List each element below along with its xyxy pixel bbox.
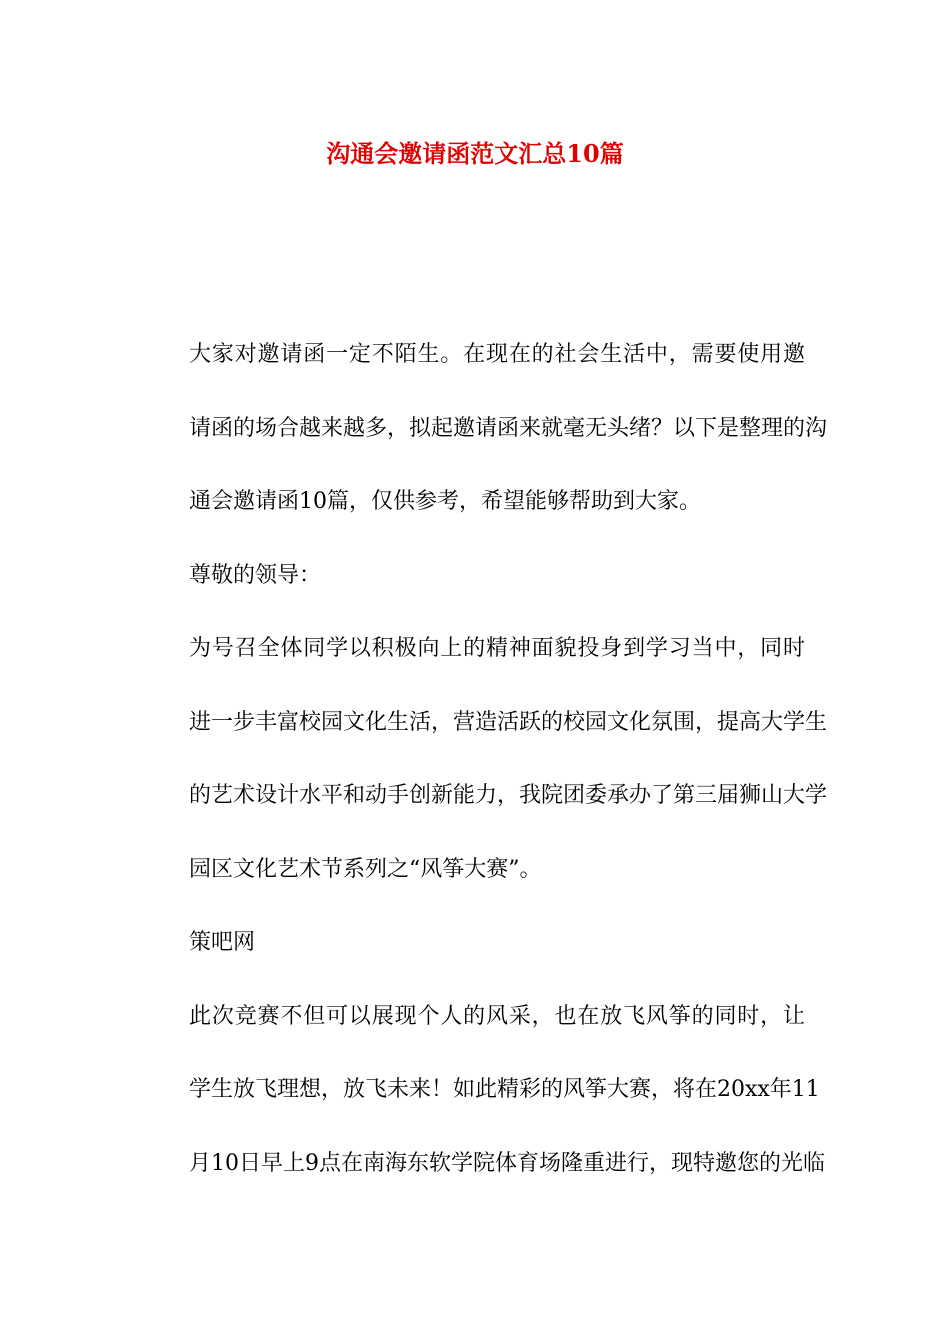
document-body [145,318,828,1200]
document-title: 沟通会邀请函范文汇总10篇 [326,139,624,168]
paragraph-line: 请函的场合越来越多，拟起邀请函来就毫无头绪？以下是整理的沟 [189,415,828,441]
paragraph-line: 的艺术设计水平和动手创新能力，我院团委承办了第三届狮山大学 [189,783,828,808]
paragraph-line: 学生放飞理想，放飞未来！如此精彩的风筝大赛，将在20xx年11 [189,1077,820,1102]
paragraph-intro [145,318,828,539]
paragraph-line: 园区文化艺术节系列之“风筝大赛”。 [189,856,542,882]
paragraph-source [145,906,805,980]
paragraph-event-details [145,980,825,1201]
paragraph-line: 通会邀请函10篇，仅供参考，希望能够帮助到大家。 [189,489,701,514]
paragraph-line: 为号召全体同学以积极向上的精神面貌投身到学习当中，同时 [189,636,805,661]
paragraph-line: 月10日早上9点在南海东软学院体育场隆重进行，现特邀您的光临 [189,1150,825,1176]
paragraph-line: 尊敬的领导： [189,562,322,588]
paragraph-invitation-body [145,612,828,906]
paragraph-salutation [145,539,805,613]
paragraph-line: 大家对邀请函一定不陌生。在现在的社会生活中，需要使用邀 [189,342,805,367]
paragraph-line: 此次竞赛不但可以展现个人的风采，也在放飞风筝的同时，让 [189,1003,805,1029]
paragraph-line: 进一步丰富校园文化生活，营造活跃的校园文化氛围，提高大学生 [189,709,828,735]
paragraph-line: 策吧网 [189,930,256,955]
